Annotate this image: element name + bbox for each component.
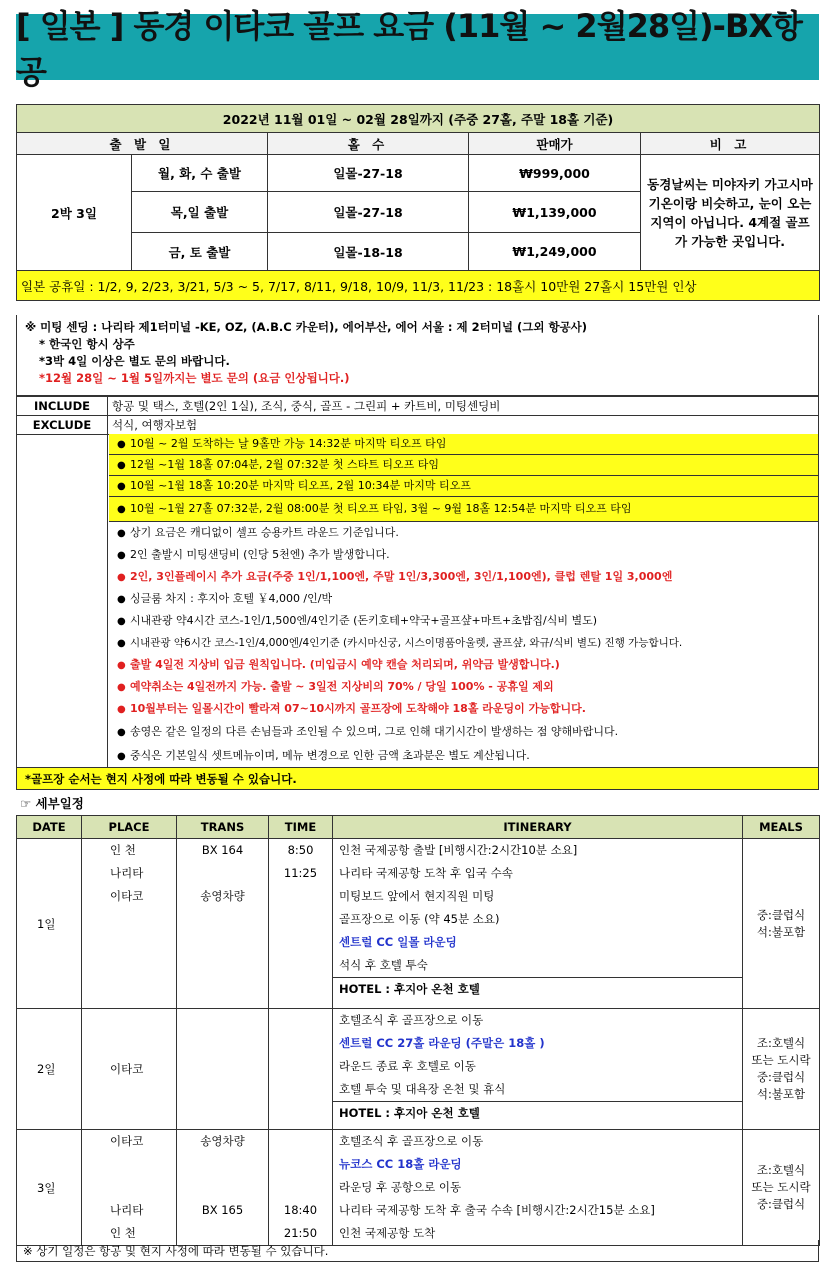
note-line: ● 12월 ~1월 18홀 07:04분, 2월 07:32분 첫 스타트 티오프 타임 (109, 455, 818, 476)
meal: 중:클럽식 (756, 907, 806, 922)
transport: BX 164 (201, 843, 244, 857)
hotel: HOTEL : 후지아 온천 호텔 (333, 977, 742, 1000)
note-line: ● 10월 ~ 2월 도착하는 날 9홀만 가능 14:32분 마지막 티오프 타임 (109, 434, 818, 455)
bullet-icon: ● (117, 660, 126, 671)
bullet-icon: ● (117, 550, 126, 561)
place: 인 천 (110, 843, 136, 857)
price-table (16, 104, 820, 301)
include-exclude-table (16, 396, 819, 435)
note-line: ● 예약취소는 4일전까지 가능. 출발 ~ 3일전 지상비의 70% / 당일 100% - 공휴일 제외 (109, 676, 818, 698)
transport (177, 862, 268, 885)
holes: 일몰-27-18 (268, 155, 469, 192)
bullet-icon: ● (117, 460, 126, 471)
header-time: TIME (269, 816, 333, 839)
meeting-info (16, 315, 819, 396)
place: 나리타 (110, 1203, 144, 1217)
meal: 중:클럽식 (756, 1197, 806, 1211)
bullet-icon: ● (117, 504, 126, 515)
meal: 조:호텔식 (756, 1036, 806, 1050)
transport: 송영차량 (200, 1134, 245, 1148)
meeting-line: *12월 28일 ~ 1월 5일까지는 별도 문의 (요금 인상됩니다.) (39, 371, 350, 385)
bullet-icon: ● (117, 751, 126, 762)
note-line: ● 10월 ~1월 27홀 07:32분, 2월 08:00분 첫 티오프 타임, 3월 ~ 9월 18홀 12:54분 마지막 티오프 타임 (109, 497, 818, 522)
itinerary-item: 센트럴 CC 27홀 라운딩 (주말은 18홀 ) (339, 1036, 545, 1050)
header-departure: 출 발 일 (17, 133, 268, 155)
note-line: ● 10월부터는 일몰시간이 빨라져 07~10시까지 골프장에 도착해야 18홀 라운딩이 가능합니다. (109, 698, 818, 720)
place: 나리타 (110, 866, 144, 880)
departure-days: 월, 화, 수 출발 (132, 155, 268, 192)
meal: 중:클럽식 (756, 1070, 806, 1084)
price-period: 2022년 11월 01일 ~ 02월 28일까지 (주중 27홀, 주말 18홀 기준) (17, 105, 820, 133)
meal: 조:호텔식 (756, 1163, 806, 1177)
note-line: ● 상기 요금은 캐디없이 셀프 승용카트 라운드 기준입니다. (109, 522, 818, 544)
itinerary-item: 인천 국제공항 도착 (339, 1226, 436, 1240)
itinerary-item: 인천 국제공항 출발 [비행시간:2시간10분 소요] (339, 843, 578, 857)
bullet-icon: ● (117, 682, 126, 693)
itinerary-item: 석식 후 호텔 투숙 (339, 958, 428, 972)
bullet-icon: ● (117, 439, 126, 450)
itinerary-item: 나리타 국제공항 도착 후 출국 수속 [비행시간:2시간15분 소요] (339, 1203, 655, 1217)
include-text: 항공 및 택스, 호텔(2인 1실), 조식, 중식, 골프 - 그린피 + 카트비, 미팅센딩비 (108, 397, 819, 416)
header-price: 판매가 (469, 133, 641, 155)
itinerary-item: 센트럴 CC 일몰 라운딩 (339, 935, 457, 949)
holiday-note: 일본 공휴일 : 1/2, 9, 2/23, 3/21, 5/3 ~ 5, 7/17, 8/11, 9/18, 10/9, 11/3, 11/23 : 18홀시 10만원 27홀시 15만원 인상 (17, 271, 820, 301)
day-label: 1일 (17, 839, 82, 1009)
note-line: ● 10월 ~1월 18홀 10:20분 마지막 티오프, 2월 10:34분 마지막 티오프 (109, 476, 818, 497)
price: ₩1,249,000 (469, 233, 641, 271)
price: ₩999,000 (469, 155, 641, 192)
itinerary-item: 호텔조식 후 골프장으로 이동 (339, 1134, 484, 1148)
note-line: ● 2인, 3인플레이시 추가 요금(주중 1인/1,100엔, 주말 1인/3,300엔, 3인/1,100엔), 클럽 렌탈 1일 3,000엔 (109, 566, 818, 588)
bullet-icon: ● (117, 638, 126, 649)
detail-schedule-title: ☞ 세부일정 (20, 796, 84, 811)
time: 21:50 (283, 1226, 318, 1240)
transport: 송영차량 (200, 889, 245, 903)
meal: 석:불포함 (756, 924, 806, 939)
notes-left-column (17, 434, 108, 767)
page-title: [ 일본 ] 동경 이타코 골프 요금 (11월 ~ 2월28일)-BX항공 (16, 14, 819, 80)
golf-order-note: *골프장 순서는 현지 사정에 따라 변동될 수 있습니다. (16, 768, 819, 790)
place: 이타코 (82, 1009, 177, 1130)
meal: 또는 도시락 (751, 1180, 811, 1194)
remark: 동경날씨는 미야자키 가고시마 기온이랑 비슷하고, 눈이 오는 지역이 아닙니다. 4계절 골프가 가능한 곳입니다. (641, 155, 820, 271)
transport: BX 165 (201, 1203, 244, 1217)
itinerary-item: 뉴코스 CC 18홀 라운딩 (339, 1157, 462, 1171)
meal: 또는 도시락 (751, 1053, 811, 1067)
itinerary-item: 미팅보드 앞에서 현지직원 미팅 (339, 889, 495, 903)
itinerary-item: 호텔조식 후 골프장으로 이동 (339, 1013, 484, 1027)
itinerary-table (16, 815, 820, 1246)
departure-days: 목,일 출발 (132, 192, 268, 233)
bullet-icon: ● (117, 481, 126, 492)
include-label: INCLUDE (17, 397, 108, 416)
day-label: 2일 (17, 1009, 82, 1130)
bullet-icon: ● (117, 616, 126, 627)
time: 18:40 (283, 1203, 318, 1217)
bullet-icon: ● (117, 704, 126, 715)
place: 이타코 (110, 1134, 144, 1148)
itinerary-item: 라운드 종료 후 호텔로 이동 (339, 1059, 476, 1073)
bullet-icon: ● (117, 528, 126, 539)
note-line: ● 송영은 같은 일정의 다른 손님들과 조인될 수 있으며, 그로 인해 대기시간이 발생하는 점 양해바랍니다. (109, 720, 818, 744)
header-date: DATE (17, 816, 82, 839)
place: 이타코 (110, 889, 144, 903)
time: 11:25 (283, 866, 318, 880)
departure-days: 금, 토 출발 (132, 233, 268, 271)
meeting-line: * 한국인 항시 상주 (39, 337, 135, 351)
note-line: ● 2인 출발시 미팅샌딩비 (인당 5천엔) 추가 발생합니다. (109, 544, 818, 566)
note-line: ● 출발 4일전 지상비 입금 원칙입니다. (미입금시 예약 캔슬 처리되며, 위약금 발생합니다.) (109, 654, 818, 676)
trip-length: 2박 3일 (17, 155, 132, 271)
holes: 일몰-27-18 (268, 192, 469, 233)
itinerary-item: 골프장으로 이동 (약 45분 소요) (339, 912, 500, 926)
header-trans: TRANS (177, 816, 269, 839)
note-line: ● 중식은 기본일식 셋트메뉴이며, 메뉴 변경으로 인한 금액 초과분은 별도 계산됩니다. (109, 744, 818, 768)
exclude-text: 석식, 여행자보험 (108, 416, 819, 435)
bullet-icon: ● (117, 572, 126, 583)
itinerary-item: 호텔 투숙 및 대욕장 온천 및 휴식 (339, 1082, 506, 1096)
meeting-line: *3박 4일 이상은 별도 문의 바랍니다. (39, 354, 230, 368)
notes-section (16, 434, 819, 768)
meeting-line: ※ 미팅 센딩 : 나리타 제1터미널 -KE, OZ, (A.B.C 카운터), 에어부산, 에어 서울 : 제 2터미널 (그외 항공사) (25, 320, 588, 334)
header-itinerary: ITINERARY (333, 816, 743, 839)
note-line: ● 싱글룸 차지 : 후지아 호텔 ￥4,000 /인/박 (109, 588, 818, 610)
header-remark: 비 고 (641, 133, 820, 155)
holes: 일몰-18-18 (268, 233, 469, 271)
place: 인 천 (110, 1226, 136, 1240)
header-place: PLACE (82, 816, 177, 839)
header-holes: 홀 수 (268, 133, 469, 155)
bullet-icon: ● (117, 594, 126, 605)
exclude-label: EXCLUDE (17, 416, 108, 435)
note-line: ● 시내관광 약6시간 코스-1인/4,000엔/4인기준 (카시마신궁, 시스이명품아울렛, 골프샾, 와규/식비 별도) 진행 가능합니다. (109, 632, 818, 654)
day-label: 3일 (17, 1130, 82, 1246)
itinerary-item: 라운딩 후 공항으로 이동 (339, 1180, 462, 1194)
bullet-icon: ● (117, 727, 126, 738)
meal: 석:불포함 (756, 1087, 806, 1101)
time: 8:50 (287, 843, 314, 857)
price: ₩1,139,000 (469, 192, 641, 233)
hotel: HOTEL : 후지아 온천 호텔 (333, 1101, 742, 1124)
footer-note: ※ 상기 일정은 항공 및 현지 사정에 따라 변동될 수 있습니다. (16, 1240, 819, 1262)
itinerary-item: 나리타 국제공항 도착 후 입국 수속 (339, 866, 513, 880)
note-line: ● 시내관광 약4시간 코스-1인/1,500엔/4인기준 (돈키호테+약국+골프샾+마트+초밥집/식비 별도) (109, 610, 818, 632)
header-meals: MEALS (743, 816, 820, 839)
